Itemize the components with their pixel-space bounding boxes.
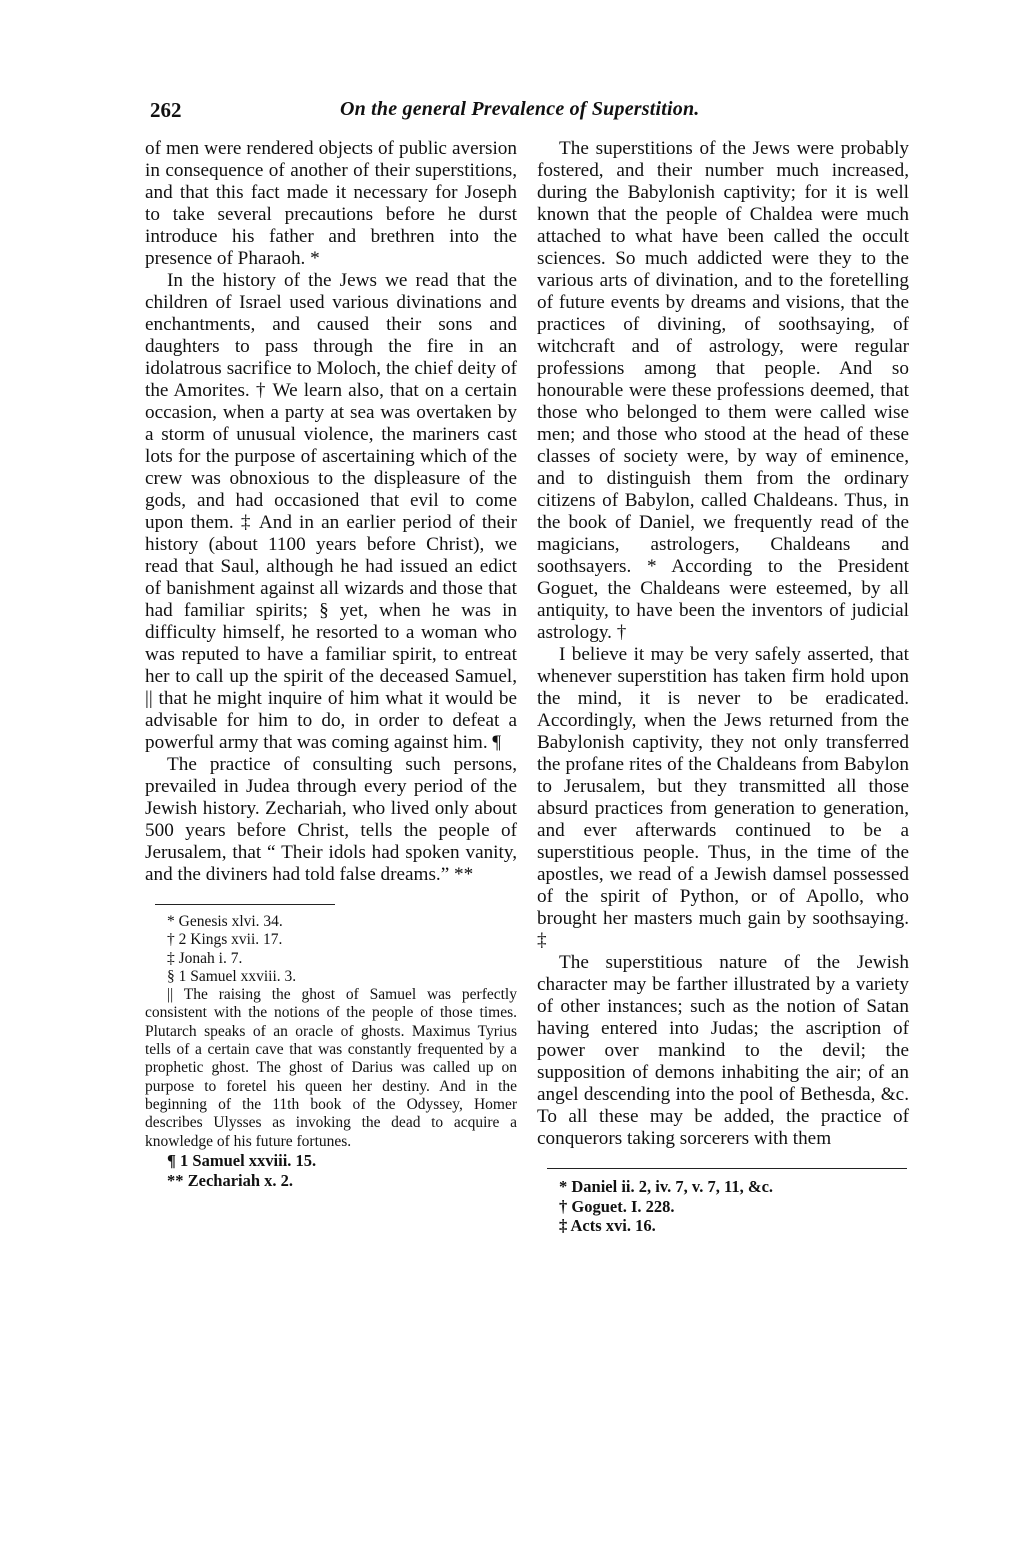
page-header [150,98,910,128]
footnote: ** Zechariah x. 2. [167,1170,294,1190]
footnote: * Daniel ii. 2, iv. 7, v. 7, 11, &c. [559,1177,774,1196]
footnote: || The raising the ghost of Samuel was perfectly consistent with the notions of the people of those times. Plutarch speaks of an oracle of ghosts. Maximus Tyrius tells of a certain cave that was constantly frequented by a prophetic ghost. The ghost of Darius was called up on purpose to foretel his queen her destiny. And in the beginning of the 11th book of the Odyssey, Homer describes Ulysses as invoking the dead to acquire a knowledge of his future fortunes. [145,986,517,1150]
footnote: † 2 Kings xvii. 17. [167,931,283,949]
left-paragraph-3: The practice of consulting such persons, prevailed in Judea through every period of the Jewish history. Zechariah, who lived only about 500 years before Christ, tells the people of Jerusalem, that “ Their idols had spoken vanity, and the diviners had told false dreams.” ** [145,754,517,885]
footnote: ¶ 1 Samuel xxviii. 15. [167,1150,317,1170]
left-paragraph-1: of men were rendered objects of public aversion in consequence of another of their superstitions, and that this fact made it necessary for Joseph to take several precautions before he durst introduce his father and brethren into the presence of Pharaoh. * [145,138,517,269]
right-column [537,138,909,1236]
left-footnotes [145,913,517,1191]
footnote: ‡ Jonah i. 7. [167,949,243,967]
footnote: § 1 Samuel xxviii. 3. [167,967,297,985]
page-number: 262 [150,98,182,122]
right-paragraph-2: I believe it may be very safely asserted, that whenever superstition has taken firm hold upon the mind, it is never to be eradicated. Accordingly, when the Jews returned from the Babylonish captivity, they not only transferred the profane rites of the Chaldeans from Babylon to Jerusalem, but they transmitted all those absurd practices from generation to generation, and ever afterwards continued to be a superstitious people. Thus, in the time of the apostles, we read of a Jewish damsel possessed of the spirit of Python, or of Apollo, who brought her masters much gain by soothsaying. ‡ [537,644,909,951]
running-title: On the general Prevalence of Superstition. [340,98,700,120]
left-paragraph-2: In the history of the Jews we read that the children of Israel used various divinations and enchantments, and caused their sons and daughters to pass through the fire in an idolatrous sacrifice to Moloch, the chief deity of the Amorites. † We learn also, that on a certain occasion, when a party at sea was overtaken by a storm of unusual violence, the mariners cast lots for the purpose of ascertaining which of the crew was obnoxious to the displeasure of the gods, and had occasioned that evil to come upon them. ‡ And in an earlier period of their history (about 1100 years before Christ), we read that Saul, although he had issued an edict of banishment against all wizards and those that had familiar spirits; § yet, when he was in difficulty himself, he resorted to a woman who was reputed to have a familiar spirit, to entreat her to call up the spirit of the deceased Samuel, || that he might inquire of him what it would be advisable for him to do, in order to defeat a powerful army that was coming against him. ¶ [145,270,517,753]
right-paragraph-3: The superstitious nature of the Jewish character may be farther illustrated by a variety of other instances; such as the notion of Satan having entered into Judas; the ascription of power over mankind to the devil; the supposition of demons inhabiting the air; of an angel descending into the pool of Bethesda, &c. To all these may be added, the practice of conquerors taking sorcerers with them [537,952,909,1149]
footnote: * Genesis xlvi. 34. [167,913,283,930]
right-paragraph-1: The superstitions of the Jews were probably fostered, and their number much increased, during the Babylonish captivity; for it is well known that the people of Chaldea were much attached to what have been called the occult sciences. So much addicted were they to the various arts of divination, and to the foretelling of future events by dreams and visions, that the practices of divining, of soothsaying, of witchcraft and of astrology, were regular professions among that people. And so honourable were these professions deemed, that those who belonged to them were called wise men; and those who stood at the head of these classes of society were, by way of eminence, and to distinguish them from the ordinary citizens of Babylon, called Chaldeans. Thus, in the book of Daniel, we frequently read of the magicians, astrologers, Chaldeans and soothsayers. * According to the President Goguet, the Chaldeans were esteemed, by all antiquity, to have been the inventors of judicial astrology. † [537,138,909,643]
right-footnotes [537,1177,909,1236]
footnote: † Goguet. I. 228. [559,1196,675,1216]
footnote-divider [155,904,335,905]
footnote-divider [547,1168,907,1169]
left-column [145,138,517,1191]
footnote: ‡ Acts xvi. 16. [559,1216,656,1235]
